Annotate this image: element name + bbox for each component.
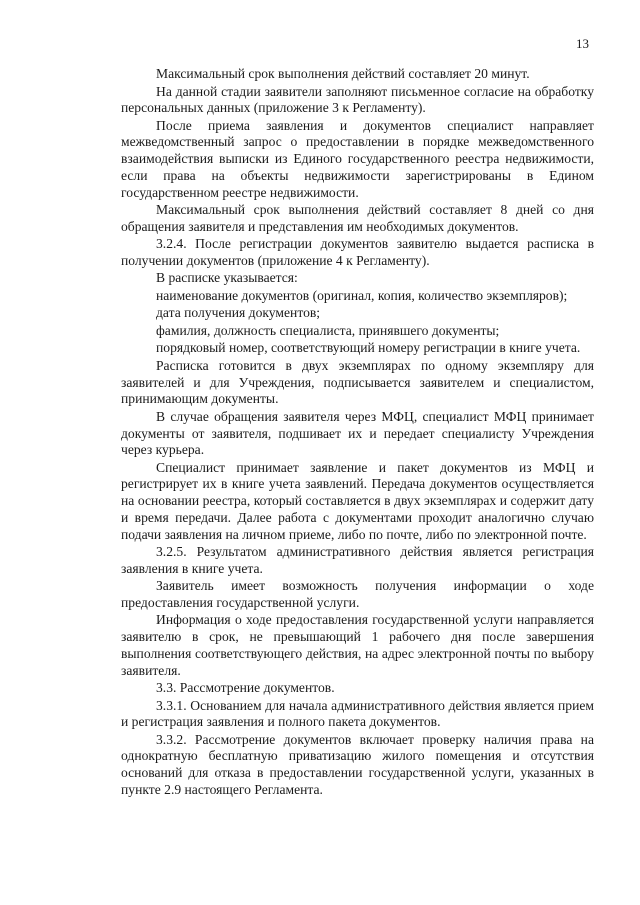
list-item: фамилия, должность специалиста, принявшего документы;	[156, 322, 500, 338]
list-item: дата получения документов;	[156, 305, 321, 321]
section-heading: 3.3. Рассмотрение документов.	[156, 680, 335, 696]
paragraph: Специалист принимает заявление и пакет документов из МФЦ и регистрирует их в книге учета заявлений. Передача документов осуществляется на основании реестра, который составляется в двух экземплярах и содержит дату и время передачи. Далее работа с документами проходит аналогично случаю подачи заявления на личном приеме, либо по почте, либо по электронной почте.	[121, 459, 594, 542]
paragraph: Информация о ходе предоставления государственной услуги направляется заявителю в срок, не превышающий 1 рабочего дня после завершения выполнения соответствующего действия, на адрес электронной почты по выбору заявителя.	[121, 612, 594, 678]
paragraph: 3.3.2. Рассмотрение документов включает проверку наличия права на однократную бесплатную приватизацию жилого помещения и отсутствия оснований для отказа в предоставлении государственной услуги, указанных в пункте 2.9 настоящего Регламента.	[121, 731, 594, 797]
paragraph: Заявитель имеет возможность получения информации о ходе предоставления государственной услуги.	[121, 578, 594, 610]
list-item: наименование документов (оригинал, копия, количество экземпляров);	[156, 287, 568, 303]
paragraph: В случае обращения заявителя через МФЦ, специалист МФЦ принимает документы от заявителя, подшивает их и передает специалисту Учреждения через курьера.	[121, 408, 594, 458]
document-body	[121, 66, 594, 799]
list-item: порядковый номер, соответствующий номеру регистрации в книге учета.	[156, 340, 581, 356]
paragraph: Максимальный срок выполнения действий составляет 20 минут.	[156, 66, 530, 81]
paragraph: После приема заявления и документов специалист направляет межведомственный запрос о предоставлении в порядке межведомственного взаимодействия выписки из Единого государственного реестра недвижимости, если права на объекты недвижимости зарегистрированы в Едином государственном реестре недвижимости.	[121, 117, 594, 200]
paragraph: 3.3.1. Основанием для начала административного действия является прием и регистрация заявления и полного пакета документов.	[121, 697, 594, 730]
paragraph: 3.2.5. Результатом административного действия является регистрация заявления в книге учета.	[121, 544, 594, 576]
paragraph: 3.2.4. После регистрации документов заявителю выдается расписка в получении документов (приложение 4 к Регламенту).	[121, 236, 594, 268]
paragraph: Расписка готовится в двух экземплярах по одному экземпляру для заявителей и для Учреждения, подписывается заявителем и специалистом, принимающим документы.	[121, 357, 594, 407]
paragraph: Максимальный срок выполнения действий составляет 8 дней со дня обращения заявителя и представления им необходимых документов.	[121, 202, 594, 234]
paragraph: В расписке указывается:	[156, 270, 298, 286]
page-number: 13	[576, 36, 589, 51]
paragraph: На данной стадии заявители заполняют письменное согласие на обработку персональных данных (приложение 3 к Регламенту).	[121, 83, 594, 116]
